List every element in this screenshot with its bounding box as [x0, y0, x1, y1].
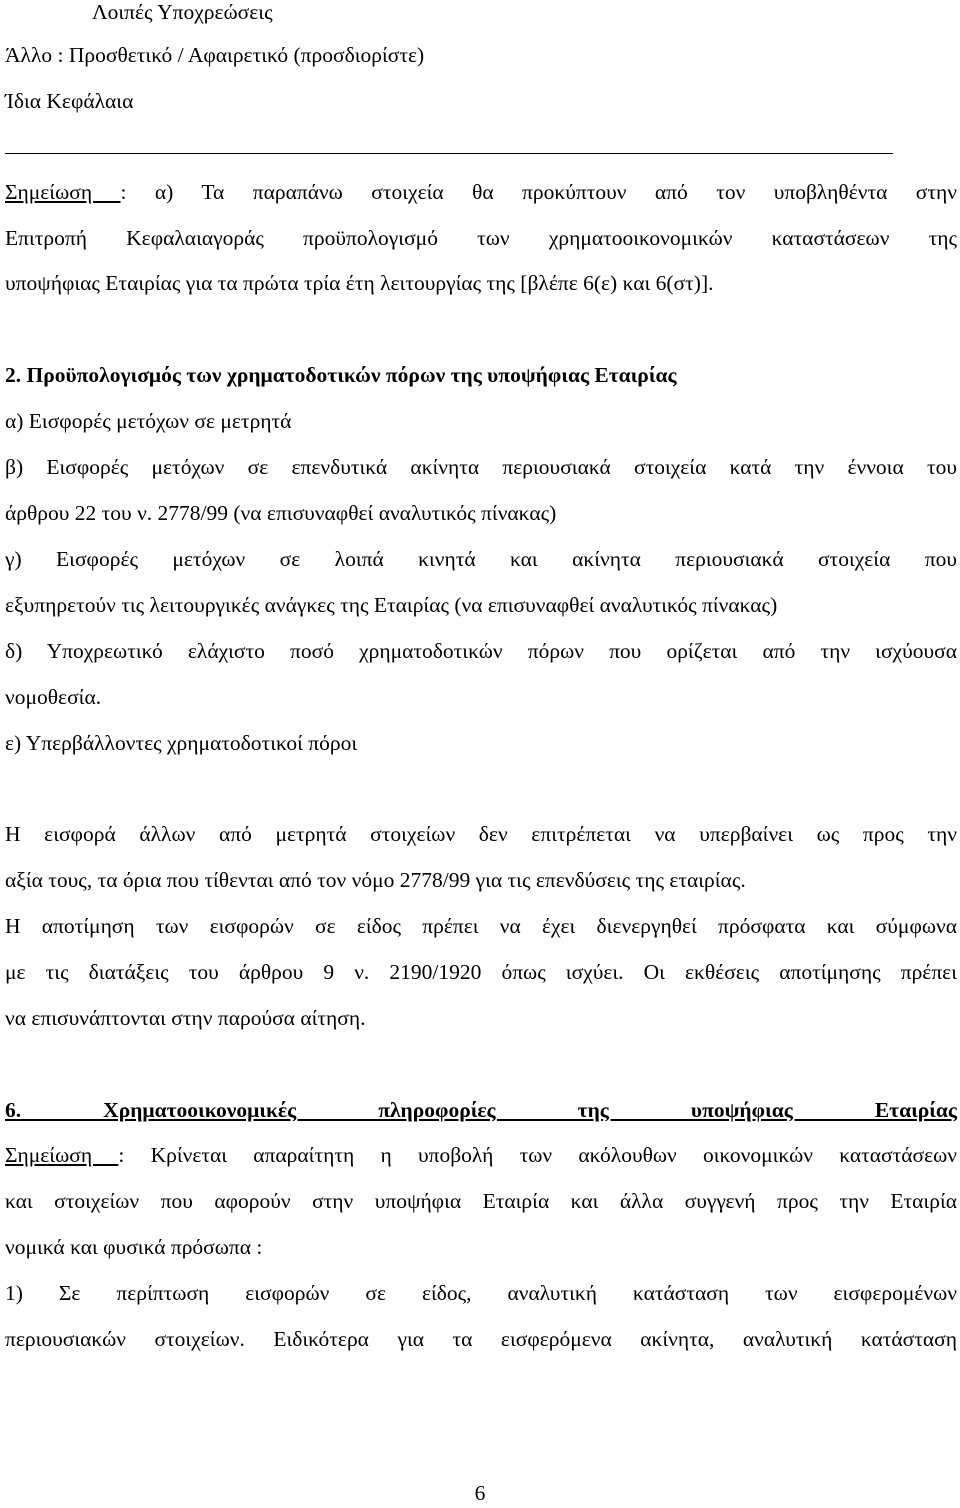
section6-note-label: Σημείωση [5, 1143, 119, 1167]
section2-item-a: α) Εισφορές μετόχων σε μετρητά [5, 409, 292, 433]
section6-item1-line-1: 1) Σε περίπτωση εισφορών σε είδος, αναλυτική κατάσταση των εισφερομένων [5, 1281, 957, 1305]
header-item-other-liabilities: Λοιπές Υποχρεώσεις [92, 0, 273, 24]
section2-item-e: ε) Υπερβάλλοντες χρηματοδοτικοί πόροι [5, 731, 358, 755]
page-number: 6 [474, 1481, 486, 1505]
paragraph-line-4: με τις διατάξεις του άρθρου 9 ν. 2190/1920 όπως ισχύει. Οι εκθέσεις αποτίμησης πρέπει [5, 960, 957, 984]
section2-item-b-line-1: β) Εισφορές μετόχων σε επενδυτικά ακίνητα περιουσιακά στοιχεία κατά την έννοια του [5, 455, 957, 479]
section2-item-c-line-1: γ) Εισφορές μετόχων σε λοιπά κινητά και ακίνητα περιουσιακά στοιχεία που [5, 547, 957, 571]
section6-item1-line-2: περιουσιακών στοιχείων. Ειδικότερα για τα εισφερόμενα ακίνητα, αναλυτική κατάσταση [5, 1327, 957, 1351]
section6-note-line-2: και στοιχείων που αφορούν στην υποψήφια Εταιρία και άλλα συγγενή προς την Εταιρία [5, 1189, 957, 1213]
section6-title: 6. Χρηματοοικονομικές πληροφορίες της υποψήφιας Εταιρίας [5, 1098, 957, 1122]
paragraph-line-3: Η αποτίμηση των εισφορών σε είδος πρέπει να έχει διενεργηθεί πρόσφατα και σύμφωνα [5, 914, 957, 938]
section2-item-b-line-2: άρθρου 22 του ν. 2778/99 (να επισυναφθεί αναλυτικός πίνακας) [5, 501, 557, 525]
section6-note-line-1 [5, 1140, 957, 1170]
section2-item-d-line-1: δ) Υποχρεωτικό ελάχιστο ποσό χρηματοδοτικών πόρων που ορίζεται από την ισχύουσα [5, 639, 957, 663]
section6-note-line-1-text: : Κρίνεται απαραίτητη η υποβολή των ακόλουθων οικονομικών καταστάσεων [118, 1143, 957, 1167]
note1-label: Σημείωση [5, 180, 121, 204]
section6-note-line-3: νομικά και φυσικά πρόσωπα : [5, 1235, 263, 1259]
note1-line-1-text: : α) Τα παραπάνω στοιχεία θα προκύπτουν από τον υποβληθέντα στην [120, 180, 957, 204]
note1-line-1 [5, 177, 957, 207]
horizontal-rule [5, 153, 893, 154]
note1-line-3: υποψήφιας Εταιρίας για τα πρώτα τρία έτη λειτουργίας της [βλέπε 6(ε) και 6(στ)]. [5, 271, 714, 295]
header-item-equity: Ίδια Κεφάλαια [5, 89, 134, 113]
section2-item-c-line-2: εξυπηρετούν τις λειτουργικές ανάγκες της Εταιρίας (να επισυναφθεί αναλυτικός πίνακας) [5, 593, 778, 617]
header-item-other-adjustment: Άλλο : Προσθετικό / Αφαιρετικό (προσδιορίστε) [5, 43, 425, 67]
paragraph-line-1: Η εισφορά άλλων από μετρητά στοιχείων δεν επιτρέπεται να υπερβαίνει ως προς την [5, 822, 957, 846]
paragraph-line-5: να επισυνάπτονται στην παρούσα αίτηση. [5, 1006, 366, 1030]
section2-item-d-line-2: νομοθεσία. [5, 685, 102, 709]
section2-title: 2. Προϋπολογισμός των χρηματοδοτικών πόρων της υποψήφιας Εταιρίας [5, 363, 677, 387]
paragraph-line-2: αξία τους, τα όρια που τίθενται από τον νόμο 2778/99 για τις επενδύσεις της εταιρίας. [5, 868, 746, 892]
note1-line-2: Επιτροπή Κεφαλαιαγοράς προϋπολογισμό των χρηματοοικονομικών καταστάσεων της [5, 226, 957, 250]
